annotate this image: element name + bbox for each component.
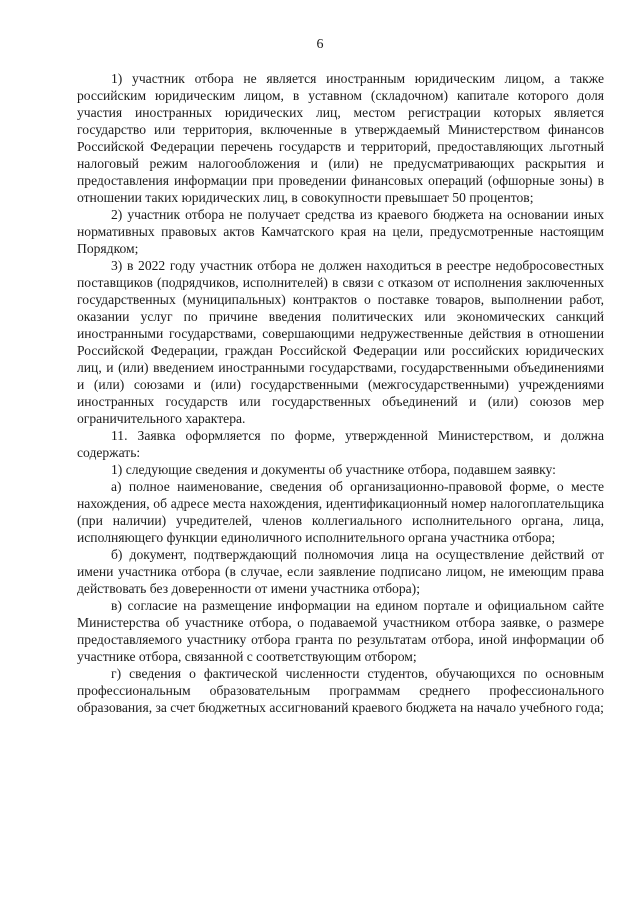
paragraph-subitem-g: г) сведения о фактической численности студентов, обучающихся по основным профессиональным образовательным программам среднего профессионального образования, за счет бюджетных ассигнований краевого бюджета на начало учебного года; bbox=[77, 666, 604, 715]
paragraph-subitem-a: а) полное наименование, сведения об организационно-правовой форме, о месте нахождения, об адресе места нахождения, идентификационный номер налогоплательщика (при наличии) учредителей, членов коллегиального исполнительного органа, лица, исполняющего функции единоличного исполнительного органа участника отбора; bbox=[77, 479, 604, 545]
document-body bbox=[77, 70, 604, 716]
page-number: 6 bbox=[316, 37, 324, 52]
paragraph-subitem-1: 1) следующие сведения и документы об участнике отбора, подавшем заявку: bbox=[111, 462, 556, 477]
paragraph-subitem-b: б) документ, подтверждающий полномочия лица на осуществление действий от имени участника отбора (в случае, если заявление подписано лицом, не имеющим права действовать без доверенности от имени участника отбора); bbox=[77, 547, 604, 596]
paragraph-section-11: 11. Заявка оформляется по форме, утвержденной Министерством, и должна содержать: bbox=[77, 428, 604, 460]
paragraph-item-3: 3) в 2022 году участник отбора не должен находиться в реестре недобросовестных поставщиков (подрядчиков, исполнителей) в связи с отказом от исполнения заключенных государственных (муниципальных) контрактов о поставке товаров, выполнении работ, оказании услуг по причине введения политических или экономических санкций иностранными государствами, совершающими недружественные действия в отношении Российской Федерации, граждан Российской Федерации или российских юридических лиц, и (или) введением иностранными государствами, государственными объединениями и (или) союзами и (или) государственными (межгосударственными) учреждениями иностранных государств или государственных объединений и (или) союзов мер ограничительного характера. bbox=[77, 258, 604, 426]
paragraph-item-2: 2) участник отбора не получает средства из краевого бюджета на основании иных нормативных правовых актов Камчатского края на цели, предусмотренные настоящим Порядком; bbox=[77, 207, 604, 256]
paragraph-item-1: 1) участник отбора не является иностранным юридическим лицом, а также российским юридическим лицом, в уставном (складочном) капитале которого доля участия иностранных юридических лиц, местом регистрации которых является государство или территория, включенные в утверждаемый Министерством финансов Российской Федерации перечень государств и территорий, предоставляющих льготный налоговый режим налогообложения и (или) не предусматривающих раскрытия и предоставления информации при проведении финансовых операций (офшорные зоны) в отношении таких юридических лиц, в совокупности превышает 50 процентов; bbox=[77, 71, 604, 205]
paragraph-subitem-v: в) согласие на размещение информации на едином портале и официальном сайте Министерства об участнике отбора, о подаваемой участником отбора заявке, о размере предоставляемого участнику отбора гранта по результатам отбора, иной информации об участнике отбора, связанной с соответствующим отбором; bbox=[77, 598, 604, 664]
